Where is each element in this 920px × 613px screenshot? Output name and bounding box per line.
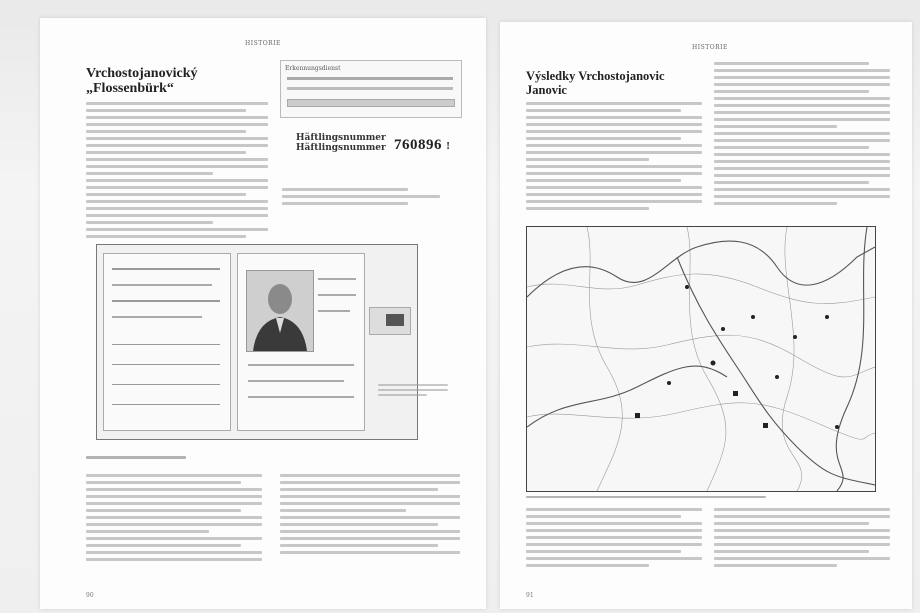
document-photo-collage: [96, 244, 418, 440]
heading-line: Výsledky Vrchostojanovic: [526, 69, 665, 83]
map-figure: [526, 226, 876, 492]
body-text-column: [714, 508, 890, 571]
reg-label-line: Häftlingsnummer: [296, 133, 386, 143]
body-text-column: [280, 474, 460, 558]
article-heading: [526, 70, 696, 98]
heading-line: „Flossenbürk“: [86, 81, 174, 97]
portrait-photo: [246, 270, 314, 352]
reg-suffix: !: [446, 140, 451, 152]
heading-line: Vrchostojanovický: [86, 66, 198, 81]
subheading-line: [86, 456, 186, 463]
page-number: 90: [86, 592, 94, 599]
photo-caption: [378, 384, 448, 399]
body-text-column: [714, 62, 890, 209]
left-page: [40, 18, 486, 609]
body-text-column: [86, 102, 268, 242]
registration-block: [296, 133, 486, 173]
heading-line: Janovic: [526, 82, 567, 97]
body-text-column: [526, 508, 702, 571]
body-text-column: [86, 474, 262, 565]
running-head: HISTORIE: [692, 44, 728, 51]
form-document: [280, 60, 462, 118]
right-page: [500, 22, 912, 609]
map-caption: [526, 496, 766, 502]
reg-number: 760896: [394, 137, 442, 153]
id-card: [237, 253, 365, 431]
body-text-column: [526, 102, 702, 214]
form-label: Erkennungsdienst: [285, 65, 341, 72]
form-lines: [282, 188, 462, 209]
page-number: 91: [526, 592, 534, 599]
document-sheet: [103, 253, 231, 431]
reg-label: [296, 133, 486, 154]
registration-number: [394, 137, 450, 154]
map-drawing: [527, 227, 875, 491]
reg-label-line: Häftlingsnummer: [296, 143, 386, 154]
running-head: HISTORIE: [245, 40, 281, 47]
article-heading: [86, 66, 197, 97]
fingerprint-card: [369, 307, 411, 335]
